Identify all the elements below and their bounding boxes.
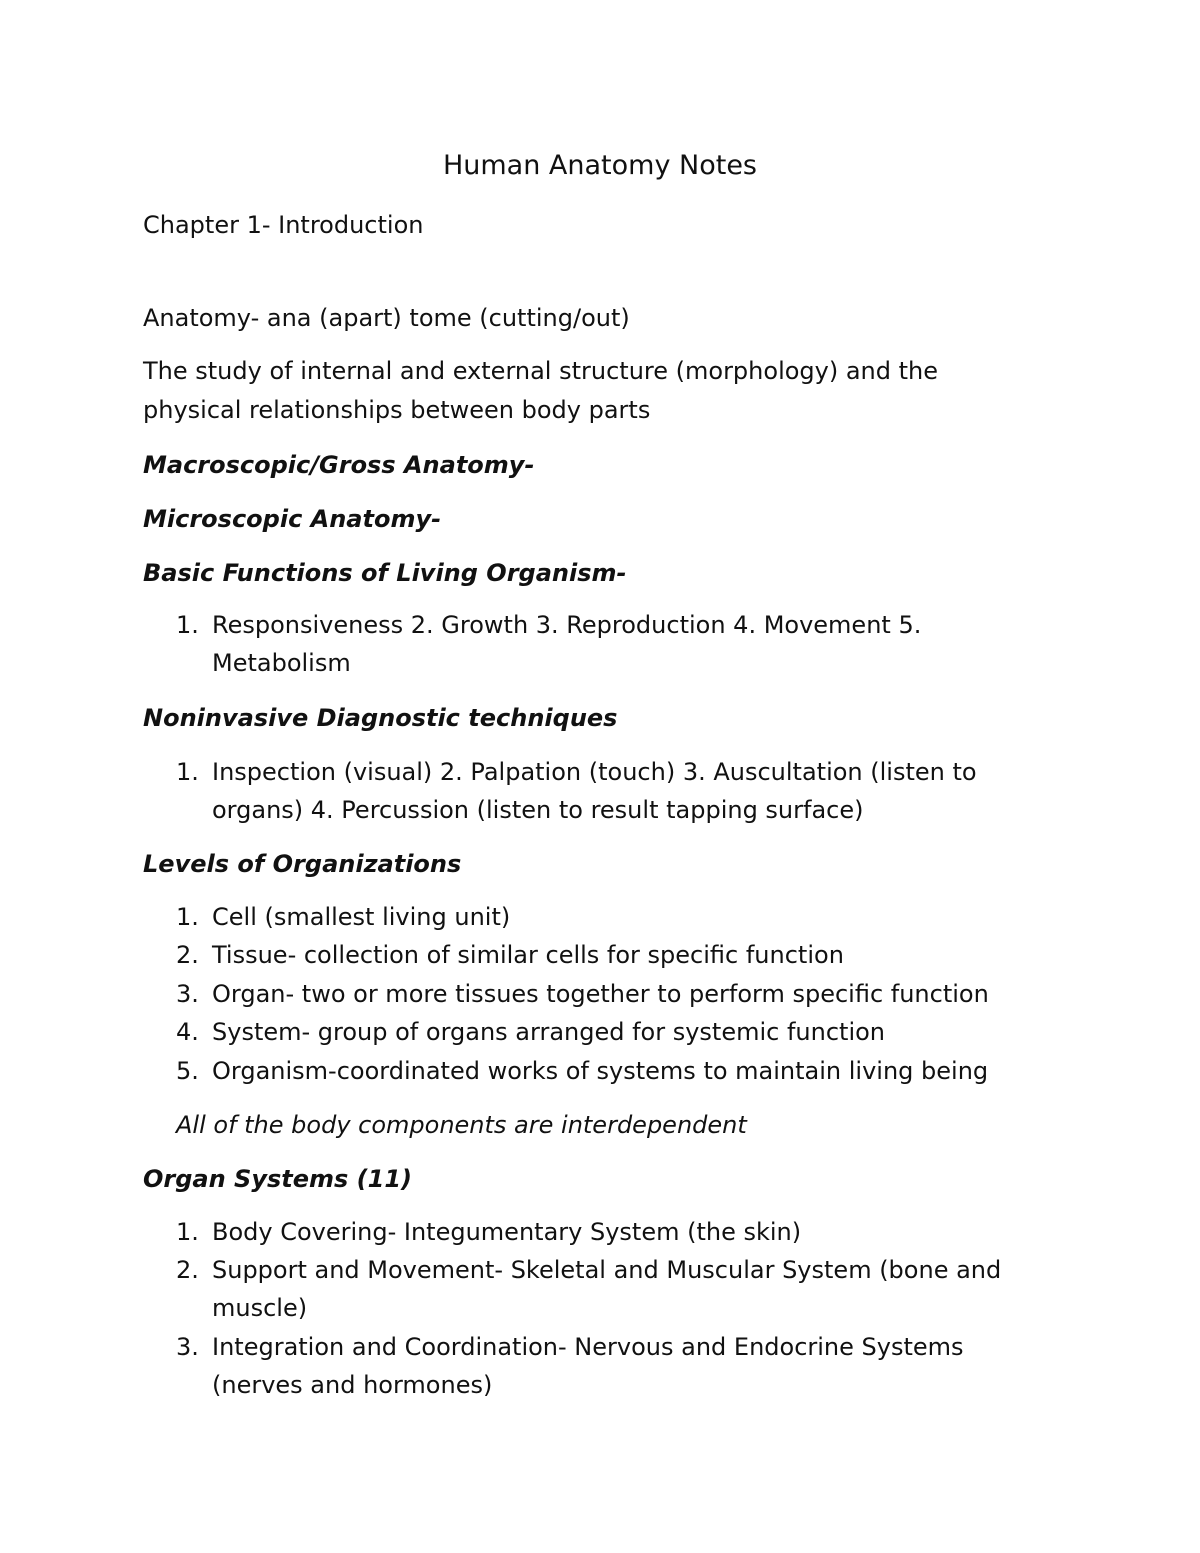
organ-list-number: 3. [176, 1333, 199, 1361]
levels-list-item: Organ- two or more tissues together to perform specific function [212, 980, 989, 1008]
organ-list-item: Body Covering- Integumentary System (the skin) [212, 1218, 802, 1246]
page-title: Human Anatomy Notes [442, 150, 758, 181]
levels-list-number: 2. [176, 941, 199, 969]
levels-list-item: Tissue- collection of similar cells for specific function [212, 941, 844, 969]
levels-list-number: 4. [176, 1018, 199, 1046]
levels-list-number: 1. [176, 903, 199, 931]
basic-functions-heading: Basic Functions of Living Organism- [143, 559, 627, 587]
noninvasive-list-number: 1. [176, 758, 199, 786]
organ-list-number: 2. [176, 1256, 199, 1284]
study-text-line-2: physical relationships between body parts [143, 396, 651, 424]
organ-list-item-continued: muscle) [212, 1294, 308, 1322]
organ-list-item: Support and Movement- Skeletal and Muscular System (bone and [212, 1256, 1002, 1284]
basic-list-number: 1. [176, 611, 199, 639]
macroscopic-heading: Macroscopic/Gross Anatomy- [143, 451, 535, 479]
chapter-heading: Chapter 1- Introduction [143, 211, 424, 239]
levels-heading: Levels of Organizations [143, 850, 462, 878]
levels-list-number: 3. [176, 980, 199, 1008]
noninvasive-list-text-line-1: Inspection (visual) 2. Palpation (touch) 3. Auscultation (listen to [212, 758, 977, 786]
organ-list-number: 1. [176, 1218, 199, 1246]
basic-list-text-line-1: Responsiveness 2. Growth 3. Reproduction 4. Movement 5. [212, 611, 922, 639]
study-text-line-1: The study of internal and external structure (morphology) and the [143, 357, 939, 385]
levels-list-number: 5. [176, 1057, 199, 1085]
noninvasive-list-text-line-2: organs) 4. Percussion (listen to result tapping surface) [212, 796, 864, 824]
levels-list-item: System- group of organs arranged for systemic function [212, 1018, 886, 1046]
anatomy-definition: Anatomy- ana (apart) tome (cutting/out) [143, 304, 630, 332]
organ-systems-heading: Organ Systems (11) [143, 1165, 413, 1193]
levels-list-item: Organism-coordinated works of systems to maintain living being [212, 1057, 989, 1085]
noninvasive-heading: Noninvasive Diagnostic techniques [143, 704, 618, 732]
microscopic-heading: Microscopic Anatomy- [143, 505, 442, 533]
levels-list-item: Cell (smallest living unit) [212, 903, 511, 931]
basic-list-text-line-2: Metabolism [212, 649, 351, 677]
interdependent-note: All of the body components are interdependent [176, 1111, 747, 1139]
organ-list-item-continued: (nerves and hormones) [212, 1371, 493, 1399]
organ-list-item: Integration and Coordination- Nervous and Endocrine Systems [212, 1333, 964, 1361]
